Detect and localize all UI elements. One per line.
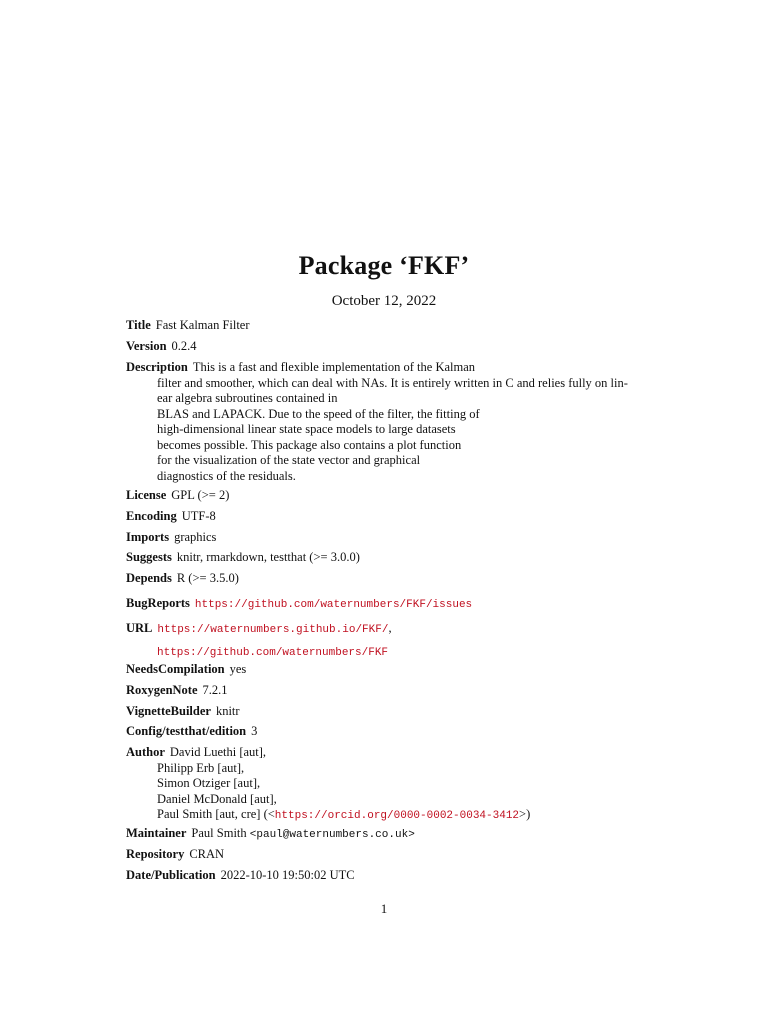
maintainer-email: <paul@waternumbers.co.uk> xyxy=(249,829,415,841)
field-value: 0.2.4 xyxy=(171,339,197,353)
url-link-github[interactable]: https://github.com/waternumbers/FKF xyxy=(157,646,389,659)
bugreports-link[interactable]: https://github.com/waternumbers/FKF/issues xyxy=(194,599,473,611)
orcid-link[interactable]: https://orcid.org/0000-0002-0034-3412 xyxy=(274,810,520,822)
field-needscompilation xyxy=(126,662,246,678)
field-label: Imports xyxy=(126,530,170,544)
author-line: Daniel McDonald [aut], xyxy=(157,791,277,806)
field-value: 7.2.1 xyxy=(202,683,228,697)
field-roxygennote xyxy=(126,683,228,699)
description-line: high-dimensional linear state space models to large datasets xyxy=(157,422,456,436)
field-label: Maintainer xyxy=(126,826,187,840)
field-label: Suggests xyxy=(126,550,172,564)
description-line: becomes possible. This package also contains a plot function xyxy=(157,437,462,452)
field-author xyxy=(126,745,530,825)
field-value: 2022-10-10 19:50:02 UTC xyxy=(220,868,355,882)
field-label: Encoding xyxy=(126,509,177,523)
field-label: Description xyxy=(126,360,188,374)
field-config-testthat-edition xyxy=(126,724,257,740)
field-license xyxy=(126,488,229,504)
field-description xyxy=(126,360,628,484)
field-value: knitr, rmarkdown, testthat (>= 3.0.0) xyxy=(176,550,360,564)
field-label: Date/Publication xyxy=(126,868,216,882)
maintainer-name: Paul Smith xyxy=(191,826,247,840)
field-label: Version xyxy=(126,339,167,353)
package-title: Package ‘FKF’ xyxy=(298,251,470,280)
field-label: RoxygenNote xyxy=(126,683,198,697)
field-label: Config/testthat/edition xyxy=(126,724,247,738)
field-label: VignetteBuilder xyxy=(126,704,211,718)
description-line: diagnostics of the residuals. xyxy=(157,468,296,483)
field-label: BugReports xyxy=(126,596,190,610)
field-label: Title xyxy=(126,318,151,332)
field-title xyxy=(126,318,250,334)
field-value: CRAN xyxy=(189,847,225,861)
author-line-orcid: Paul Smith [aut, cre] (<https://orcid.org/0000-0002-0034-3412>) xyxy=(157,807,531,822)
field-version xyxy=(126,339,197,355)
field-label: URL xyxy=(126,621,153,635)
field-maintainer xyxy=(126,826,415,844)
description-line: This is a fast and flexible implementation of the Kalman xyxy=(192,360,476,374)
field-label: Repository xyxy=(126,847,185,861)
field-label: NeedsCompilation xyxy=(126,662,225,676)
field-value: graphics xyxy=(174,530,217,544)
field-imports xyxy=(126,530,216,546)
field-encoding xyxy=(126,509,216,525)
field-value: 3 xyxy=(251,724,258,738)
field-value: yes xyxy=(229,662,247,676)
author-line: David Luethi [aut], xyxy=(169,745,267,759)
description-line: filter and smoother, which can deal with NAs. It is entirely written in C and relies fully on lin- xyxy=(157,375,628,390)
field-depends xyxy=(126,571,239,587)
url-separator: , xyxy=(388,621,392,635)
field-repository xyxy=(126,847,224,863)
field-bugreports xyxy=(126,596,472,614)
field-value: knitr xyxy=(215,704,240,718)
description-line: ear algebra subroutines contained in xyxy=(157,391,338,405)
field-value: GPL (>= 2) xyxy=(171,488,230,502)
field-suggests xyxy=(126,550,360,566)
field-label: Depends xyxy=(126,571,172,585)
package-date: October 12, 2022 xyxy=(331,293,437,309)
field-vignettebuilder xyxy=(126,704,240,720)
description-line: BLAS and LAPACK. Due to the speed of the filter, the fitting of xyxy=(157,406,480,421)
field-value: UTF-8 xyxy=(181,509,216,523)
page-number: 1 xyxy=(380,901,388,916)
author-line: Simon Otziger [aut], xyxy=(157,776,261,790)
url-link-website[interactable]: https://waternumbers.github.io/FKF/ xyxy=(157,624,389,636)
field-date-publication xyxy=(126,868,355,884)
description-line: for the visualization of the state vector and graphical xyxy=(157,453,421,467)
field-url xyxy=(126,621,392,661)
author-line: Philipp Erb [aut], xyxy=(157,760,245,775)
field-label: Author xyxy=(126,745,165,759)
field-value: Fast Kalman Filter xyxy=(155,318,250,332)
field-label: License xyxy=(126,488,167,502)
field-value: R (>= 3.5.0) xyxy=(176,571,239,585)
